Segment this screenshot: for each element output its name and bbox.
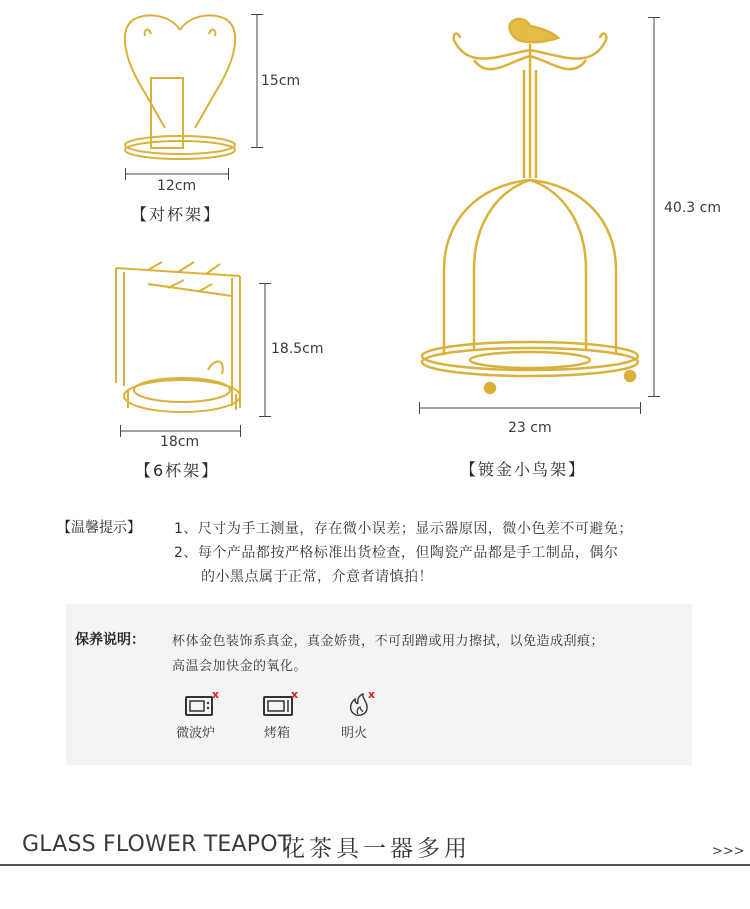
pair-rack-image bbox=[115, 8, 245, 163]
microwave-label: 微波炉 bbox=[176, 726, 216, 741]
bird-rack-height-label: 40.3 cm bbox=[664, 200, 721, 216]
oven-icon bbox=[262, 688, 304, 720]
bird-rack-image bbox=[418, 10, 643, 400]
six-rack-width-label: 18cm bbox=[160, 434, 200, 450]
flame-icon bbox=[343, 688, 383, 720]
six-rack-height-label: 18.5cm bbox=[271, 341, 324, 357]
footer-divider bbox=[0, 864, 750, 866]
microwave-icon bbox=[184, 688, 224, 720]
pair-rack-width-label: 12cm bbox=[157, 178, 197, 194]
tip-line-2: 2、每个产品都按严格标准出货检查，但陶瓷产品都是手工制品，偶尔 bbox=[174, 545, 619, 561]
care-line-2: 高温会加快金的氧化。 bbox=[172, 659, 308, 674]
six-rack-height-line bbox=[258, 283, 272, 417]
six-rack-image bbox=[108, 258, 258, 428]
tips-label: 【温馨提示】 bbox=[57, 520, 141, 536]
bird-rack-height-line bbox=[647, 17, 661, 397]
more-link[interactable]: >>> bbox=[712, 844, 745, 859]
bird-rack-caption: 【镀金小鸟架】 bbox=[460, 460, 587, 479]
pair-rack-caption: 【对杯架】 bbox=[131, 205, 222, 224]
oven-label: 烤箱 bbox=[264, 726, 291, 741]
tip-line-3: 的小黑点属于正常，介意者请慎拍！ bbox=[201, 569, 433, 585]
footer-title: GLASS FLOWER TEAPOT bbox=[22, 832, 292, 857]
tip-line-1: 1、尺寸为手工测量，存在微小误差；显示器原因，微小色差不可避免； bbox=[174, 521, 633, 537]
care-panel bbox=[66, 604, 692, 765]
flame-label: 明火 bbox=[341, 726, 368, 741]
six-rack-caption: 【6杯架】 bbox=[135, 461, 220, 480]
svg-text:x: x bbox=[291, 688, 299, 701]
footer-subtitle: 花茶具一器多用 bbox=[282, 836, 471, 862]
bird-rack-width-line bbox=[419, 402, 641, 414]
care-label: 保养说明： bbox=[75, 632, 145, 648]
bird-rack-width-label: 23 cm bbox=[508, 420, 552, 436]
svg-text:x: x bbox=[212, 688, 220, 701]
pair-rack-height-label: 15cm bbox=[261, 73, 301, 89]
care-line-1: 杯体金色装饰系真金，真金娇贵，不可刮蹭或用力擦拭，以免造成刮痕； bbox=[172, 634, 605, 649]
svg-text:x: x bbox=[368, 688, 376, 701]
